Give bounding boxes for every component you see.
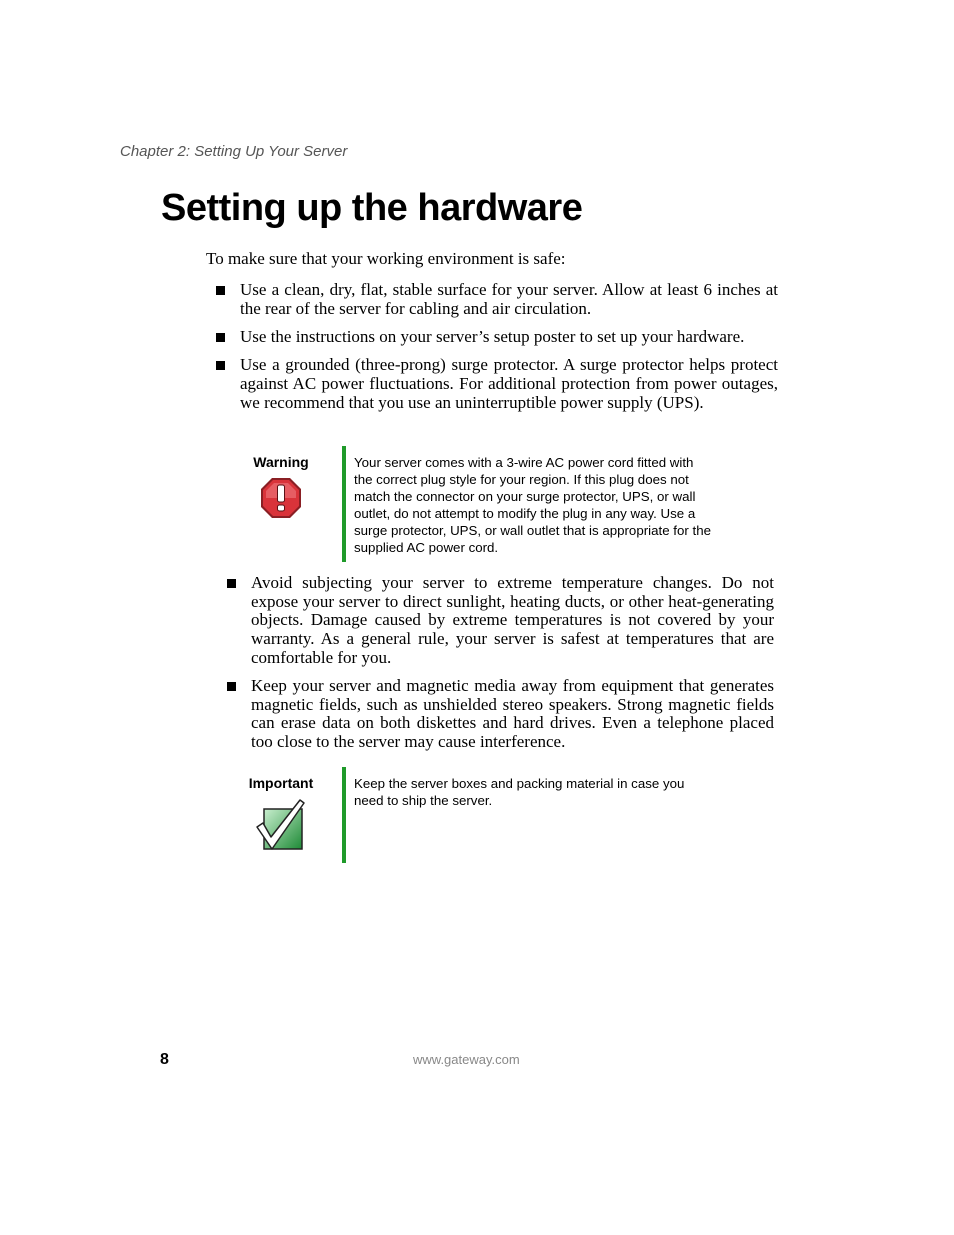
square-bullet-icon bbox=[227, 682, 236, 691]
important-notice bbox=[240, 775, 720, 865]
list-item bbox=[216, 281, 778, 318]
warning-text: Your server comes with a 3-wire AC power cord fitted with the correct plug style for your region. If this plug does not match the connector on your surge protector, UPS, or wall outlet, do not attempt to modify the plug in any way. Use a surge protector, UPS, or wall outlet that is appropriate for the supplied AC power cord. bbox=[354, 455, 711, 555]
list-item-text: Use the instructions on your server’s setup poster to set up your hardware. bbox=[240, 326, 745, 346]
list-item-text: Avoid subjecting your server to extreme temperature changes. Do not expose your server to direct sunlight, heating ducts, or other heat-generating objects. Damage caused by extreme temperatures is not covered by your warranty. As a general rule, your server is safest at temperatures that are comfortable for you. bbox=[251, 573, 774, 667]
square-bullet-icon bbox=[216, 333, 225, 342]
list-item-text: Keep your server and magnetic media away from equipment that generates magnetic fields, such as unshielded stereo speakers. Strong magnetic fields can erase data on both diskettes and hard drives. Even a telephone placed too close to the server may cause interference. bbox=[251, 676, 774, 752]
square-bullet-icon bbox=[227, 579, 236, 588]
warning-label: Warning bbox=[253, 454, 309, 470]
warning-stop-icon bbox=[259, 476, 303, 525]
square-bullet-icon bbox=[216, 361, 225, 370]
list-item bbox=[216, 328, 778, 347]
bullet-list-setup bbox=[216, 281, 778, 422]
list-item bbox=[227, 574, 774, 668]
footer-url: www.gateway.com bbox=[413, 1052, 520, 1067]
important-accent-rule bbox=[342, 767, 346, 863]
list-item-text: Use a clean, dry, flat, stable surface for your server. Allow at least 6 inches at the rear of the server for cabling and air circulation. bbox=[240, 280, 778, 318]
square-bullet-icon bbox=[216, 286, 225, 295]
checkmark-icon bbox=[254, 797, 308, 858]
intro-text: To make sure that your working environment is safe: bbox=[206, 249, 566, 268]
list-item bbox=[216, 356, 778, 412]
list-item bbox=[227, 677, 774, 752]
warning-notice bbox=[240, 454, 720, 564]
important-text: Keep the server boxes and packing material in case you need to ship the server. bbox=[354, 776, 685, 808]
page-number: 8 bbox=[160, 1051, 169, 1068]
list-item-text: Use a grounded (three-prong) surge protector. A surge protector helps protect against AC power fluctuations. For additional protection from power outages, we recommend that you use an uninterruptible power supply (UPS). bbox=[240, 355, 778, 412]
chapter-header: Chapter 2: Setting Up Your Server bbox=[120, 143, 348, 160]
bullet-list-environment bbox=[227, 574, 774, 761]
page-title: Setting up the hardware bbox=[161, 187, 583, 229]
warning-accent-rule bbox=[342, 446, 346, 562]
important-label: Important bbox=[248, 775, 314, 791]
